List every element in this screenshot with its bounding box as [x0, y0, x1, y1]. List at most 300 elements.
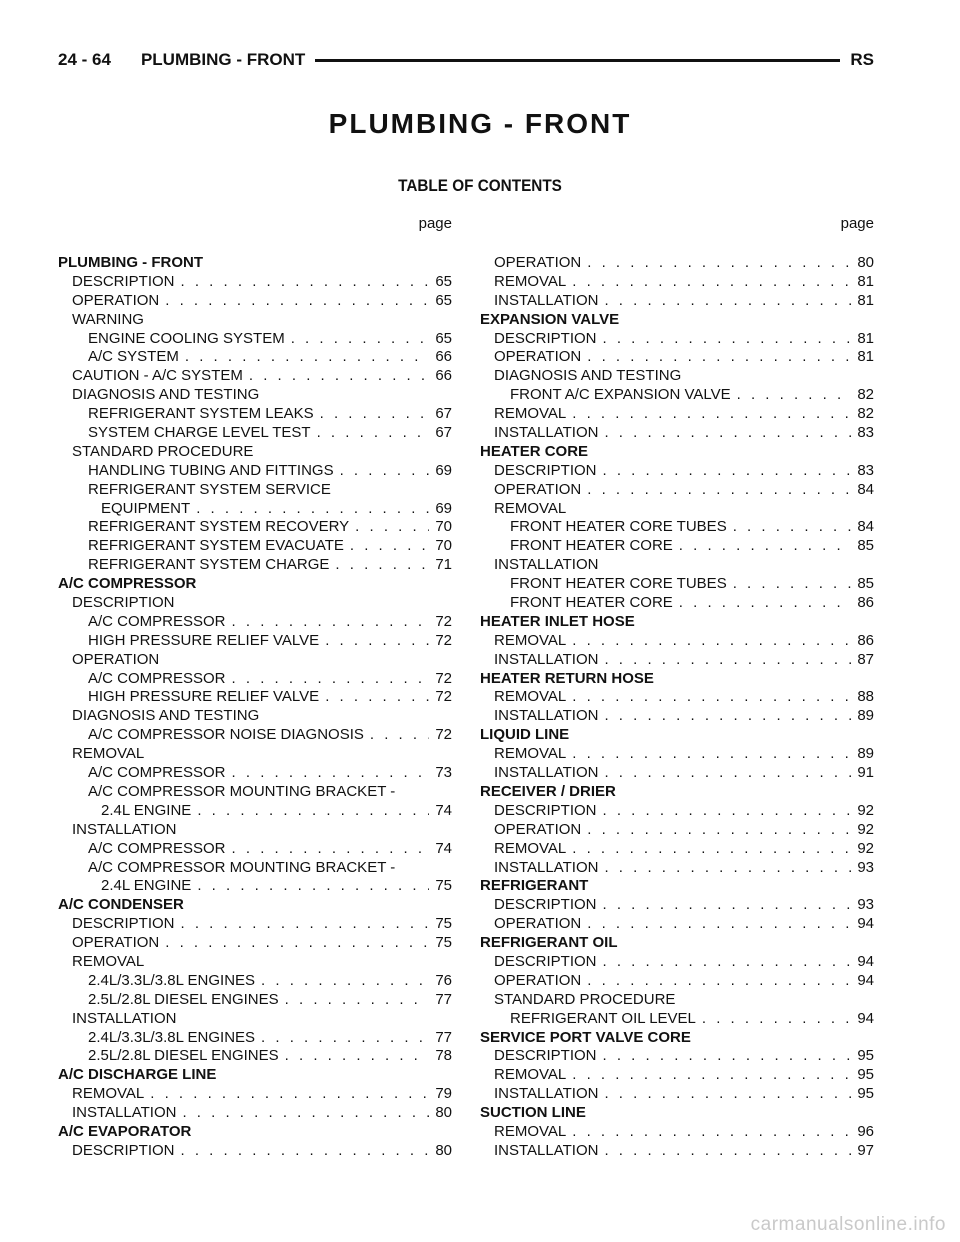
dot-leader	[604, 424, 851, 443]
toc-entry-label: HIGH PRESSURE RELIEF VALVE	[88, 688, 320, 706]
toc-entry-label: DESCRIPTION	[72, 1141, 175, 1159]
dot-leader	[350, 537, 429, 556]
toc-page-number: 71	[435, 556, 452, 574]
toc-page-number: 66	[435, 348, 452, 366]
toc-entry	[58, 670, 452, 689]
toc-entry-label: REFRIGERANT SYSTEM CHARGE	[88, 556, 330, 574]
toc-entry	[58, 632, 452, 651]
toc-entry-label: HANDLING TUBING AND FITTINGS	[88, 461, 334, 479]
toc-entry-label: INSTALLATION	[494, 1085, 599, 1103]
toc-entry-label: REMOVAL	[494, 688, 567, 706]
toc-page-number: 67	[435, 424, 452, 442]
dot-leader	[572, 1123, 851, 1142]
toc-entry	[58, 273, 452, 292]
dot-leader	[604, 1142, 851, 1161]
header-section-title: PLUMBING - FRONT	[140, 50, 306, 69]
toc-entry-label: INSTALLATION	[494, 291, 599, 309]
toc-page-number: 84	[857, 480, 874, 498]
toc-page-number: 89	[857, 707, 874, 725]
toc-page-number: 84	[857, 518, 874, 536]
toc-section-heading	[480, 726, 874, 745]
dot-leader	[679, 594, 852, 613]
toc-entry-label: REFRIGERANT SYSTEM SERVICE	[88, 480, 331, 498]
toc-entry-label: REMOVAL	[494, 745, 567, 763]
toc-entry-label: REMOVAL	[494, 631, 567, 649]
dot-leader	[587, 348, 851, 367]
toc-page-number: 92	[857, 801, 874, 819]
toc-page-number: 88	[857, 688, 874, 706]
toc-entry-label: A/C COMPRESSOR	[58, 575, 197, 593]
toc-entry-label: OPERATION	[72, 934, 160, 952]
toc-entry	[480, 707, 874, 726]
toc-entry	[58, 877, 452, 896]
toc-entry	[480, 764, 874, 783]
toc-page-number: 86	[857, 631, 874, 649]
toc-page-number: 95	[857, 1085, 874, 1103]
dot-leader	[232, 613, 430, 632]
dot-leader	[733, 575, 852, 594]
toc-entry-label: INSTALLATION	[494, 650, 599, 668]
toc-page-number: 81	[857, 329, 874, 347]
dot-leader	[604, 707, 851, 726]
toc-entry-label: REFRIGERANT SYSTEM RECOVERY	[88, 518, 350, 536]
dot-leader	[196, 500, 429, 519]
toc-entry-label: A/C COMPRESSOR	[88, 669, 226, 687]
toc-entry-label: FRONT A/C EXPANSION VALVE	[510, 386, 731, 404]
toc-page-number: 81	[857, 272, 874, 290]
toc-entry	[58, 802, 452, 821]
dot-leader	[572, 840, 851, 859]
toc-entry-label: 2.5L/2.8L DIESEL ENGINES	[88, 990, 279, 1008]
toc-entry-label: 2.5L/2.8L DIESEL ENGINES	[88, 1047, 279, 1065]
toc-page-number: 74	[435, 801, 452, 819]
toc-page-number: 79	[435, 1085, 452, 1103]
page-title: PLUMBING - FRONT	[328, 108, 632, 139]
toc-entry	[58, 745, 452, 764]
toc-entry	[480, 896, 874, 915]
dot-leader	[679, 537, 852, 556]
toc-page-number: 82	[857, 386, 874, 404]
toc-entry	[480, 1047, 874, 1066]
toc-entry-label: DIAGNOSIS AND TESTING	[72, 386, 260, 404]
dot-leader	[572, 745, 851, 764]
toc-entry-label: SYSTEM CHARGE LEVEL TEST	[88, 424, 311, 442]
toc-entry	[480, 1010, 874, 1029]
dot-leader	[604, 859, 851, 878]
toc-entry	[58, 991, 452, 1010]
toc-entry-label: OPERATION	[494, 971, 582, 989]
dot-leader	[370, 726, 429, 745]
toc-page-number: 70	[435, 518, 452, 536]
toc-entry-label: ENGINE COOLING SYSTEM	[88, 329, 285, 347]
toc-page-number: 76	[435, 971, 452, 989]
toc-page-number: 94	[857, 915, 874, 933]
toc-entry-label: INSTALLATION	[494, 858, 599, 876]
toc-page-number: 72	[435, 612, 452, 630]
toc-entry	[480, 688, 874, 707]
toc-section-heading	[480, 613, 874, 632]
toc-entry-label: FRONT HEATER CORE TUBES	[510, 518, 727, 536]
dot-leader	[604, 764, 851, 783]
toc-entry	[58, 821, 452, 840]
dot-leader	[587, 821, 851, 840]
dot-leader	[181, 915, 430, 934]
toc-entry-label: WARNING	[72, 310, 144, 328]
toc-page-number: 75	[435, 934, 452, 952]
toc-section-heading	[480, 311, 874, 330]
toc-entry	[480, 802, 874, 821]
toc-entry-label: PLUMBING - FRONT	[58, 254, 203, 271]
toc-entry	[480, 462, 874, 481]
toc-entry-label: INSTALLATION	[494, 1141, 599, 1159]
toc-entry-label: FRONT HEATER CORE	[510, 537, 673, 555]
toc-page-number: 67	[435, 405, 452, 423]
dot-leader	[737, 386, 852, 405]
toc-entry	[480, 575, 874, 594]
toc-page-number: 92	[857, 820, 874, 838]
toc-entry-label: A/C COMPRESSOR	[88, 612, 226, 630]
toc-entry	[480, 292, 874, 311]
dot-leader	[603, 896, 852, 915]
toc-entry-label: REMOVAL	[72, 1085, 145, 1103]
toc-entry	[480, 367, 874, 386]
toc-entry	[58, 348, 452, 367]
toc-entry	[58, 840, 452, 859]
toc-entry-label: A/C COMPRESSOR	[88, 839, 226, 857]
toc-entry-label: REFRIGERANT OIL	[480, 934, 618, 952]
toc-entry-label: 2.4L ENGINE	[101, 877, 192, 895]
toc-entry-label: LIQUID LINE	[480, 726, 570, 744]
toc-section-heading	[58, 575, 452, 594]
toc-section-heading	[480, 1029, 874, 1048]
toc-page-number: 73	[435, 764, 452, 782]
toc-entry-label: REMOVAL	[494, 1122, 567, 1140]
toc-entries-left	[58, 254, 452, 1161]
toc-entry-label: REMOVAL	[494, 499, 567, 517]
toc-entry	[58, 500, 452, 519]
toc-entry	[480, 651, 874, 670]
toc-entry-label: A/C EVAPORATOR	[58, 1122, 192, 1140]
toc-entry	[480, 632, 874, 651]
toc-entry	[58, 386, 452, 405]
toc-entry-label: REMOVAL	[72, 745, 145, 763]
toc-entry-label: A/C COMPRESSOR	[88, 764, 226, 782]
toc-column-left	[58, 214, 452, 1161]
dot-leader	[603, 953, 852, 972]
running-header	[58, 47, 874, 73]
toc-entry	[58, 688, 452, 707]
toc-entry-label: DESCRIPTION	[72, 272, 175, 290]
toc-entry	[480, 273, 874, 292]
toc-section-heading	[480, 443, 874, 462]
toc-entry-label: 2.4L ENGINE	[101, 801, 192, 819]
toc-entry	[58, 424, 452, 443]
toc-entry-label: 2.4L/3.3L/3.8L ENGINES	[88, 1028, 256, 1046]
toc-entry	[58, 537, 452, 556]
toc-entry	[480, 972, 874, 991]
toc-page-number: 72	[435, 631, 452, 649]
toc-entry	[58, 651, 452, 670]
dot-leader	[604, 292, 851, 311]
toc-entry-label: 2.4L/3.3L/3.8L ENGINES	[88, 971, 256, 989]
dot-leader	[249, 367, 429, 386]
dot-leader	[572, 1066, 851, 1085]
toc-page-number: 81	[857, 291, 874, 309]
toc-entry-label: DESCRIPTION	[494, 461, 597, 479]
dot-leader	[572, 688, 851, 707]
toc-entry-label: REFRIGERANT SYSTEM EVACUATE	[88, 537, 344, 555]
toc-entry-label: INSTALLATION	[72, 820, 177, 838]
toc-section-heading	[58, 1066, 452, 1085]
toc-page-number: 95	[857, 1047, 874, 1065]
dot-leader	[587, 481, 851, 500]
toc-page-number: 85	[857, 537, 874, 555]
toc-entry	[58, 1142, 452, 1161]
toc-entry-label: OPERATION	[494, 820, 582, 838]
toc-entry	[58, 934, 452, 953]
toc-entry	[480, 1142, 874, 1161]
dot-leader	[587, 972, 851, 991]
toc-section-heading	[480, 1104, 874, 1123]
toc-page-number: 80	[857, 254, 874, 271]
toc-entry	[58, 292, 452, 311]
toc-section-heading	[58, 896, 452, 915]
dot-leader	[603, 1047, 852, 1066]
toc-entry-label: A/C COMPRESSOR MOUNTING BRACKET -	[88, 782, 396, 800]
toc-entry	[480, 537, 874, 556]
toc-page-number: 87	[857, 650, 874, 668]
toc-page-number: 72	[435, 726, 452, 744]
toc-entry-label: REFRIGERANT SYSTEM LEAKS	[88, 405, 314, 423]
toc-section-heading	[58, 254, 452, 273]
dot-leader	[572, 632, 851, 651]
toc-entry	[58, 1029, 452, 1048]
toc-page-number: 93	[857, 858, 874, 876]
toc-entry	[58, 405, 452, 424]
toc-page-number: 85	[857, 575, 874, 593]
dot-leader	[165, 292, 429, 311]
dot-leader	[733, 518, 852, 537]
toc-entry-label: OPERATION	[494, 480, 582, 498]
toc-page-number: 83	[857, 461, 874, 479]
toc-entry-label: HEATER CORE	[480, 442, 589, 460]
toc-entry	[480, 991, 874, 1010]
toc-entry	[480, 424, 874, 443]
dot-leader	[603, 330, 852, 349]
toc-heading: TABLE OF CONTENTS	[398, 176, 562, 195]
dot-leader	[335, 556, 429, 575]
toc-page-number: 65	[435, 291, 452, 309]
toc-page-number: 95	[857, 1066, 874, 1084]
toc-entry-label: EQUIPMENT	[101, 499, 191, 517]
toc-entry	[480, 405, 874, 424]
dot-leader	[572, 405, 851, 424]
dot-leader	[261, 1029, 429, 1048]
toc-entry	[480, 915, 874, 934]
toc-page-number: 65	[435, 329, 452, 347]
toc-entry	[480, 518, 874, 537]
toc-entry-label: REMOVAL	[494, 272, 567, 290]
toc-entry-label: DESCRIPTION	[494, 896, 597, 914]
header-code: RS	[850, 50, 874, 69]
toc-entry-label: DESCRIPTION	[72, 594, 175, 612]
toc-page-number: 69	[435, 461, 452, 479]
toc-page-number: 83	[857, 424, 874, 442]
toc-entry	[58, 518, 452, 537]
toc-entry-label: A/C DISCHARGE LINE	[58, 1066, 217, 1084]
dot-leader	[325, 688, 429, 707]
dot-leader	[340, 462, 430, 481]
toc-entry	[58, 783, 452, 802]
toc-page-number: 93	[857, 896, 874, 914]
toc-section-heading	[480, 934, 874, 953]
toc-entry-label: STANDARD PROCEDURE	[494, 990, 676, 1008]
toc-entry-label: REMOVAL	[72, 952, 145, 970]
toc-entry	[58, 707, 452, 726]
toc-entry	[58, 367, 452, 386]
toc-entry-label: INSTALLATION	[72, 1104, 177, 1122]
toc-page-number: 89	[857, 745, 874, 763]
dot-leader	[285, 991, 430, 1010]
toc-entry	[58, 462, 452, 481]
toc-entry-label: DESCRIPTION	[494, 952, 597, 970]
toc-page-number: 94	[857, 1009, 874, 1027]
toc-entry	[58, 859, 452, 878]
toc-entry-label: REFRIGERANT	[480, 877, 589, 895]
dot-leader	[185, 348, 429, 367]
toc-entry-label: EXPANSION VALVE	[480, 310, 620, 328]
toc-entry-label: A/C CONDENSER	[58, 896, 184, 914]
toc-page-number: 75	[435, 915, 452, 933]
toc-entry	[58, 915, 452, 934]
toc-entry	[480, 500, 874, 519]
dot-leader	[150, 1085, 429, 1104]
dot-leader	[232, 764, 430, 783]
toc-entry-label: SUCTION LINE	[480, 1104, 586, 1122]
toc-page-number: 81	[857, 348, 874, 366]
toc-section-heading	[480, 783, 874, 802]
dot-leader	[587, 915, 851, 934]
dot-leader	[165, 934, 429, 953]
toc-entry-label: DESCRIPTION	[494, 801, 597, 819]
toc-entry	[58, 594, 452, 613]
toc-entry	[58, 972, 452, 991]
toc-section-heading	[58, 1123, 452, 1142]
toc-entry-label: DIAGNOSIS AND TESTING	[72, 707, 260, 725]
dot-leader	[261, 972, 429, 991]
dot-leader	[197, 877, 429, 896]
toc-section-heading	[480, 670, 874, 689]
toc-entry-label: A/C SYSTEM	[88, 348, 179, 366]
toc-page-number: 70	[435, 537, 452, 555]
toc-entry-label: OPERATION	[494, 915, 582, 933]
dot-leader	[355, 518, 429, 537]
toc-page-number: 77	[435, 990, 452, 1008]
toc-entry-label: FRONT HEATER CORE TUBES	[510, 575, 727, 593]
toc-entry	[58, 443, 452, 462]
page-column-label: page	[840, 215, 874, 232]
toc-entry	[58, 1104, 452, 1123]
toc-entry	[480, 556, 874, 575]
toc-entry-label: A/C COMPRESSOR MOUNTING BRACKET -	[88, 858, 396, 876]
toc-entry	[480, 1123, 874, 1142]
page-column-label: page	[418, 215, 452, 232]
toc-page-number: 65	[435, 272, 452, 290]
toc-page-number: 96	[857, 1122, 874, 1140]
dot-leader	[320, 405, 430, 424]
dot-leader	[291, 330, 430, 349]
toc-entry	[480, 254, 874, 273]
toc-page-number: 66	[435, 367, 452, 385]
toc-page-number: 80	[435, 1141, 452, 1159]
dot-leader	[603, 462, 852, 481]
header-page-number: 24 - 64	[58, 50, 111, 69]
toc-entry-label: DESCRIPTION	[72, 915, 175, 933]
toc-page-number: 80	[435, 1104, 452, 1122]
toc-entry-label: INSTALLATION	[72, 1009, 177, 1027]
dot-leader	[182, 1104, 429, 1123]
watermark: carmanualsonline.info	[750, 1214, 946, 1235]
toc-entry-label: RECEIVER / DRIER	[480, 782, 616, 800]
toc-entry	[480, 348, 874, 367]
toc-page-number: 72	[435, 669, 452, 687]
toc-entry	[480, 481, 874, 500]
toc-entry-label: INSTALLATION	[494, 707, 599, 725]
toc-page-number: 94	[857, 952, 874, 970]
toc-page-number: 91	[857, 764, 874, 782]
toc-entry	[58, 330, 452, 349]
toc-entry-label: DESCRIPTION	[494, 329, 597, 347]
dot-leader	[181, 273, 430, 292]
toc-entry	[480, 859, 874, 878]
toc-entry-label: OPERATION	[494, 348, 582, 366]
dot-leader	[232, 670, 430, 689]
toc-page-number: 77	[435, 1028, 452, 1046]
toc-entry	[480, 745, 874, 764]
dot-leader	[325, 632, 429, 651]
toc-entry	[480, 330, 874, 349]
toc-entry	[58, 1010, 452, 1029]
toc-page-number: 86	[857, 594, 874, 612]
toc-entry-label: OPERATION	[72, 291, 160, 309]
dot-leader	[317, 424, 430, 443]
dot-leader	[232, 840, 430, 859]
toc-entry-label: A/C COMPRESSOR NOISE DIAGNOSIS	[88, 726, 364, 744]
toc-page-number: 92	[857, 839, 874, 857]
dot-leader	[587, 254, 851, 273]
toc-entry-label: HIGH PRESSURE RELIEF VALVE	[88, 631, 320, 649]
toc-entry	[480, 953, 874, 972]
dot-leader	[702, 1010, 851, 1029]
toc-column-right	[480, 214, 874, 1161]
toc-entry	[58, 953, 452, 972]
toc-entry	[480, 386, 874, 405]
toc-entry	[58, 613, 452, 632]
dot-leader	[285, 1047, 430, 1066]
toc-page-number: 69	[435, 499, 452, 517]
toc-entry-label: OPERATION	[494, 254, 582, 271]
toc-entry	[480, 1066, 874, 1085]
dot-leader	[572, 273, 851, 292]
toc-entry-label: CAUTION - A/C SYSTEM	[72, 367, 243, 385]
dot-leader	[603, 802, 852, 821]
toc-page-number: 78	[435, 1047, 452, 1065]
toc-entry-label: REMOVAL	[494, 1066, 567, 1084]
toc-page-number: 97	[857, 1141, 874, 1159]
toc-entry-label: STANDARD PROCEDURE	[72, 442, 254, 460]
dot-leader	[604, 1085, 851, 1104]
toc-page-number: 75	[435, 877, 452, 895]
